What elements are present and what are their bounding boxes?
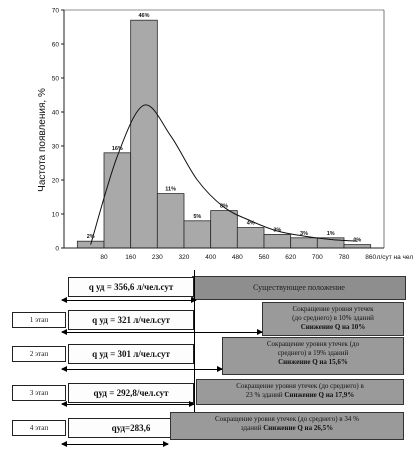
base-arrow: [62, 300, 196, 301]
x-tick-label: л/сут на чел: [376, 254, 414, 261]
stage-3-desc-box: [196, 379, 404, 405]
y-axis-title: Частота появления, %: [37, 88, 48, 192]
bar-value-label: 3%: [273, 227, 282, 234]
stage-4-arrow: [62, 444, 168, 445]
x-axis: [64, 248, 413, 261]
histogram-bar: [237, 228, 264, 248]
bar-value-label: 4%: [246, 220, 255, 227]
stage-3-arrow: [62, 404, 194, 405]
existing-condition-box: Существующее положение: [192, 276, 406, 300]
y-tick-label: 0: [55, 245, 59, 253]
stage-2-arrow: [62, 369, 222, 370]
x-tick-label: 400: [205, 254, 217, 261]
stage-3-q-box: [68, 383, 194, 403]
stage-2-desc-1: Сокращение уровня утечек (до: [266, 340, 360, 348]
histogram-bar: [344, 245, 371, 248]
y-tick-label: 20: [51, 177, 59, 185]
histogram-bar: [184, 221, 211, 248]
histogram-bar: [157, 194, 184, 248]
bar-value-label: 2%: [86, 234, 95, 241]
base-q-box: [68, 277, 194, 297]
stage-4-desc-2: зданий: [240, 424, 262, 432]
stage-3-desc-3: Снижение Q на 17,9%: [284, 391, 355, 399]
base-q-value: q уд = 356,6 л/чел.сут: [88, 282, 174, 292]
x-tick-label: 230: [151, 254, 163, 261]
x-tick-label: 80: [100, 254, 108, 261]
x-tick-label: 700: [311, 254, 323, 261]
stage-2-desc-3: Снижение Q на 15,6%: [278, 358, 348, 366]
bar-value-label: 1%: [326, 230, 335, 237]
y-tick-label: 40: [51, 109, 59, 117]
bar-value-label: 16%: [111, 145, 123, 152]
x-tick-label: 620: [285, 254, 297, 261]
stage-1-desc-3: Снижение Q на 10%: [300, 323, 366, 331]
bar-value-label: 8%: [220, 203, 228, 210]
stage-1-desc-box: [262, 302, 404, 336]
x-tick-label: 860: [365, 254, 377, 261]
stage-3-desc-1: Сокращение уровня утечек (до среднего) в: [236, 382, 364, 390]
stage-2-tag: 2 этап: [12, 346, 66, 362]
stage-2-desc-2: среднего) в 19% зданий: [277, 349, 349, 357]
y-tick-label: 60: [51, 41, 59, 49]
stage-3-tag: 3 этап: [12, 385, 66, 401]
bars: [77, 20, 370, 248]
bar-value-label: 46%: [138, 13, 150, 20]
x-tick-label: 480: [231, 254, 243, 261]
stage-2-desc-box: [222, 337, 404, 375]
stage-1-desc-1: Сокращение уровня утечек: [292, 305, 374, 313]
stage-4-tag: 4 этап: [12, 420, 66, 436]
x-tick-label: 320: [178, 254, 190, 261]
bar-value-label: 0%: [353, 237, 362, 244]
stage-4-desc-3: Снижение Q на 26,5%: [263, 424, 334, 432]
stage-2-q-value: q уд = 301 л/чел.сут: [92, 349, 170, 359]
stage-1-tag: 1 этап: [12, 312, 66, 328]
stage-1-q-box: [68, 310, 194, 330]
histogram-bar: [264, 234, 291, 248]
y-tick-label: 30: [51, 143, 59, 151]
stage-4-desc-box: [170, 412, 404, 440]
stage-1-q-value: q уд = 321 л/чел.сут: [92, 315, 170, 325]
bar-value-label: 3%: [300, 230, 308, 237]
stage-2-q-box: [68, 344, 194, 364]
stage-4-desc-1: Сокращение уровня утечек (до среднего) в 34 %: [215, 415, 359, 423]
x-tick-label: 160: [125, 254, 137, 261]
stage-3-desc-2: 23 % зданий: [245, 391, 283, 399]
histogram-bar: [291, 238, 318, 248]
x-tick-label: 780: [338, 254, 350, 261]
y-tick-label: 70: [51, 7, 59, 15]
y-tick-label: 50: [51, 75, 59, 83]
bar-value-label: 11%: [165, 186, 177, 193]
stage-3-q-value: qуд = 292,8/чел.сут: [93, 388, 169, 398]
stage-1-arrow: [62, 332, 262, 333]
histogram-bar: [211, 211, 238, 248]
y-tick-label: 10: [51, 211, 59, 219]
stage-4-q-value: qуд=283,6: [111, 423, 151, 433]
bar-value-label: 5%: [193, 213, 202, 220]
histogram-bar: [131, 20, 158, 248]
histogram-bar: [104, 153, 131, 248]
stage-1-desc-2: (до среднего) в 10% зданий: [292, 314, 374, 322]
x-tick-label: 560: [258, 254, 270, 261]
